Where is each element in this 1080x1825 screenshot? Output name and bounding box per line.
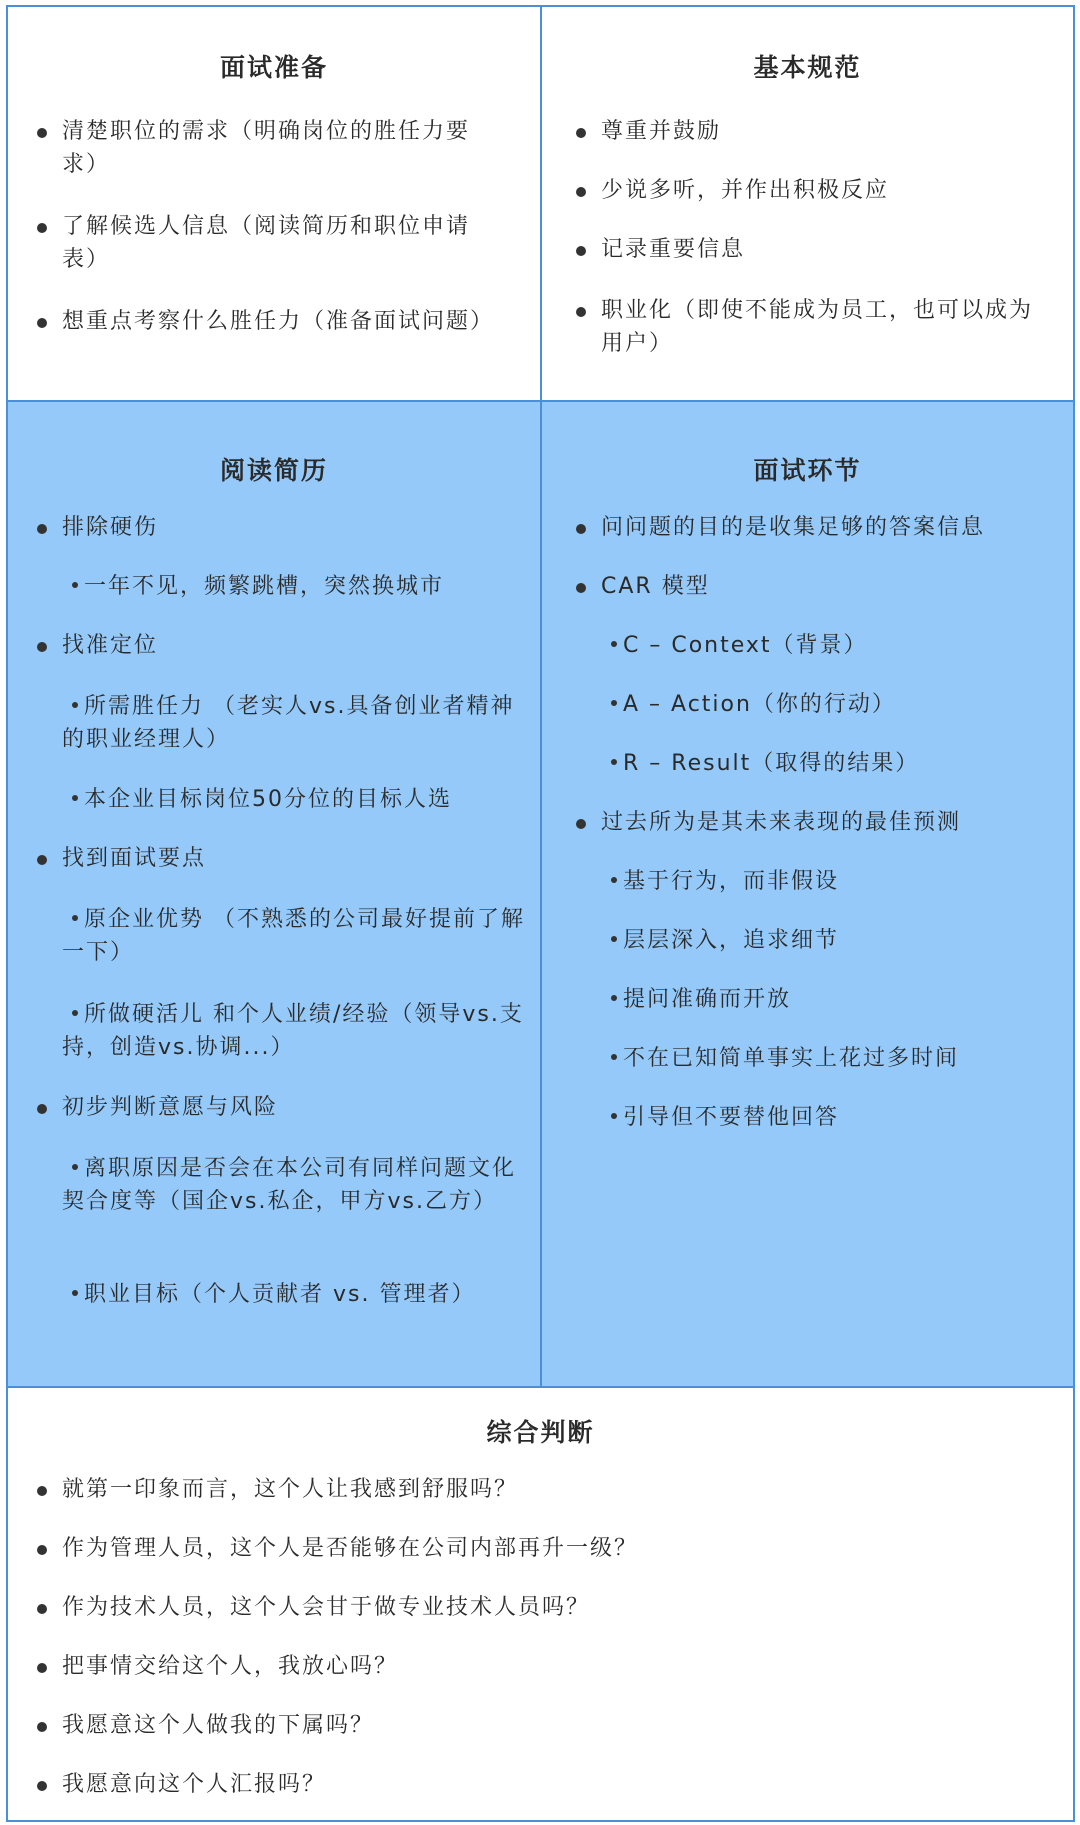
norms-item: 少说多听，并作出积极反应 (601, 174, 1041, 207)
stages-panel (540, 400, 1075, 1388)
resume-subitem: 原企业优势 （不熟悉的公司最好提前了解一下） (62, 907, 525, 965)
bullet-icon (576, 524, 586, 534)
bullet-icon (37, 1545, 47, 1555)
prep-item: 了解候选人信息（阅读简历和职位申请表） (62, 210, 502, 276)
stages-subitem: 层层深入，追求细节 (623, 924, 1063, 957)
sub-bullet-icon (611, 936, 617, 942)
norms-item: 职业化（即使不能成为员工，也可以成为用户） (601, 294, 1041, 360)
resume-panel (6, 400, 542, 1388)
bullet-icon (37, 223, 47, 233)
stages-subitem: 引导但不要替他回答 (623, 1101, 1063, 1134)
stages-subitem: R – Result（取得的结果） (623, 747, 1063, 780)
sub-bullet-icon (72, 795, 78, 801)
sub-bullet-icon (611, 700, 617, 706)
sub-bullet-icon (611, 759, 617, 765)
bullet-icon (576, 583, 586, 593)
stages-subitem: C – Context（背景） (623, 629, 1063, 662)
stages-subitem: 基于行为，而非假设 (623, 865, 1063, 898)
bullet-icon (37, 1663, 47, 1673)
bullet-icon (576, 128, 586, 138)
sub-bullet-icon (611, 641, 617, 647)
bullet-icon (37, 642, 47, 652)
stages-subitem: A – Action（你的行动） (623, 688, 1063, 721)
bullet-icon (576, 819, 586, 829)
sub-bullet-icon (72, 582, 78, 588)
bullet-icon (37, 1781, 47, 1791)
judge-item: 我愿意向这个人汇报吗？ (62, 1768, 1022, 1801)
bullet-icon (37, 1722, 47, 1732)
stages-item: CAR 模型 (601, 570, 1061, 603)
bullet-icon (576, 187, 586, 197)
prep-item: 想重点考察什么胜任力（准备面试问题） (62, 305, 502, 338)
resume-item: 找准定位 (62, 629, 532, 662)
bullet-icon (37, 1604, 47, 1614)
bullet-icon (37, 128, 47, 138)
prep-title: 面试准备 (219, 53, 328, 82)
resume-subitem: 职业目标（个人贡献者 vs. 管理者） (62, 1278, 532, 1311)
sub-bullet-icon (611, 1113, 617, 1119)
sub-bullet-icon (611, 877, 617, 883)
stages-item: 问问题的目的是收集足够的答案信息 (601, 511, 1061, 544)
sub-bullet-icon (72, 1164, 78, 1170)
resume-item: 初步判断意愿与风险 (62, 1091, 532, 1124)
resume-title: 阅读简历 (219, 456, 328, 485)
norms-panel (540, 5, 1075, 402)
norms-title: 基本规范 (753, 53, 862, 82)
judge-item: 作为技术人员，这个人会甘于做专业技术人员吗？ (62, 1591, 1022, 1624)
resume-item: 找到面试要点 (62, 842, 532, 875)
sub-bullet-icon (72, 915, 78, 921)
prep-item: 清楚职位的需求（明确岗位的胜任力要求） (62, 115, 502, 181)
judge-title: 综合判断 (486, 1418, 595, 1447)
bullet-icon (37, 1104, 47, 1114)
stages-item: 过去所为是其未来表现的最佳预测 (601, 806, 1061, 839)
resume-subitem: 所需胜任力 （老实人vs.具备创业者精神的职业经理人） (62, 694, 515, 752)
norms-item: 记录重要信息 (601, 233, 1041, 266)
bullet-icon (37, 318, 47, 328)
bullet-icon (576, 246, 586, 256)
judge-item: 我愿意这个人做我的下属吗？ (62, 1709, 1022, 1742)
bullet-icon (37, 524, 47, 534)
resume-subitem: 一年不见，频繁跳槽，突然换城市 (62, 570, 532, 603)
bullet-icon (576, 307, 586, 317)
sub-bullet-icon (611, 1054, 617, 1060)
resume-subitem: 所做硬活儿 和个人业绩/经验（领导vs.支持，创造vs.协调...） (62, 1002, 524, 1060)
stages-title: 面试环节 (753, 456, 862, 485)
sub-bullet-icon (72, 1290, 78, 1296)
resume-subitem: 本企业目标岗位50分位的目标人选 (62, 783, 532, 816)
judge-item: 把事情交给这个人，我放心吗？ (62, 1650, 1022, 1683)
judge-panel (6, 1386, 1075, 1822)
bullet-icon (37, 1486, 47, 1496)
sub-bullet-icon (72, 1010, 78, 1016)
judge-item: 就第一印象而言，这个人让我感到舒服吗？ (62, 1473, 1022, 1506)
stages-subitem: 不在已知简单事实上花过多时间 (623, 1042, 1063, 1075)
resume-subitem: 离职原因是否会在本公司有同样问题文化契合度等（国企vs.私企，甲方vs.乙方） (62, 1156, 517, 1214)
prep-panel (6, 5, 542, 402)
judge-item: 作为管理人员，这个人是否能够在公司内部再升一级？ (62, 1532, 1022, 1565)
sub-bullet-icon (611, 995, 617, 1001)
bullet-icon (37, 855, 47, 865)
resume-item: 排除硬伤 (62, 511, 532, 544)
stages-subitem: 提问准确而开放 (623, 983, 1063, 1016)
sub-bullet-icon (72, 702, 78, 708)
norms-item: 尊重并鼓励 (601, 115, 1041, 148)
